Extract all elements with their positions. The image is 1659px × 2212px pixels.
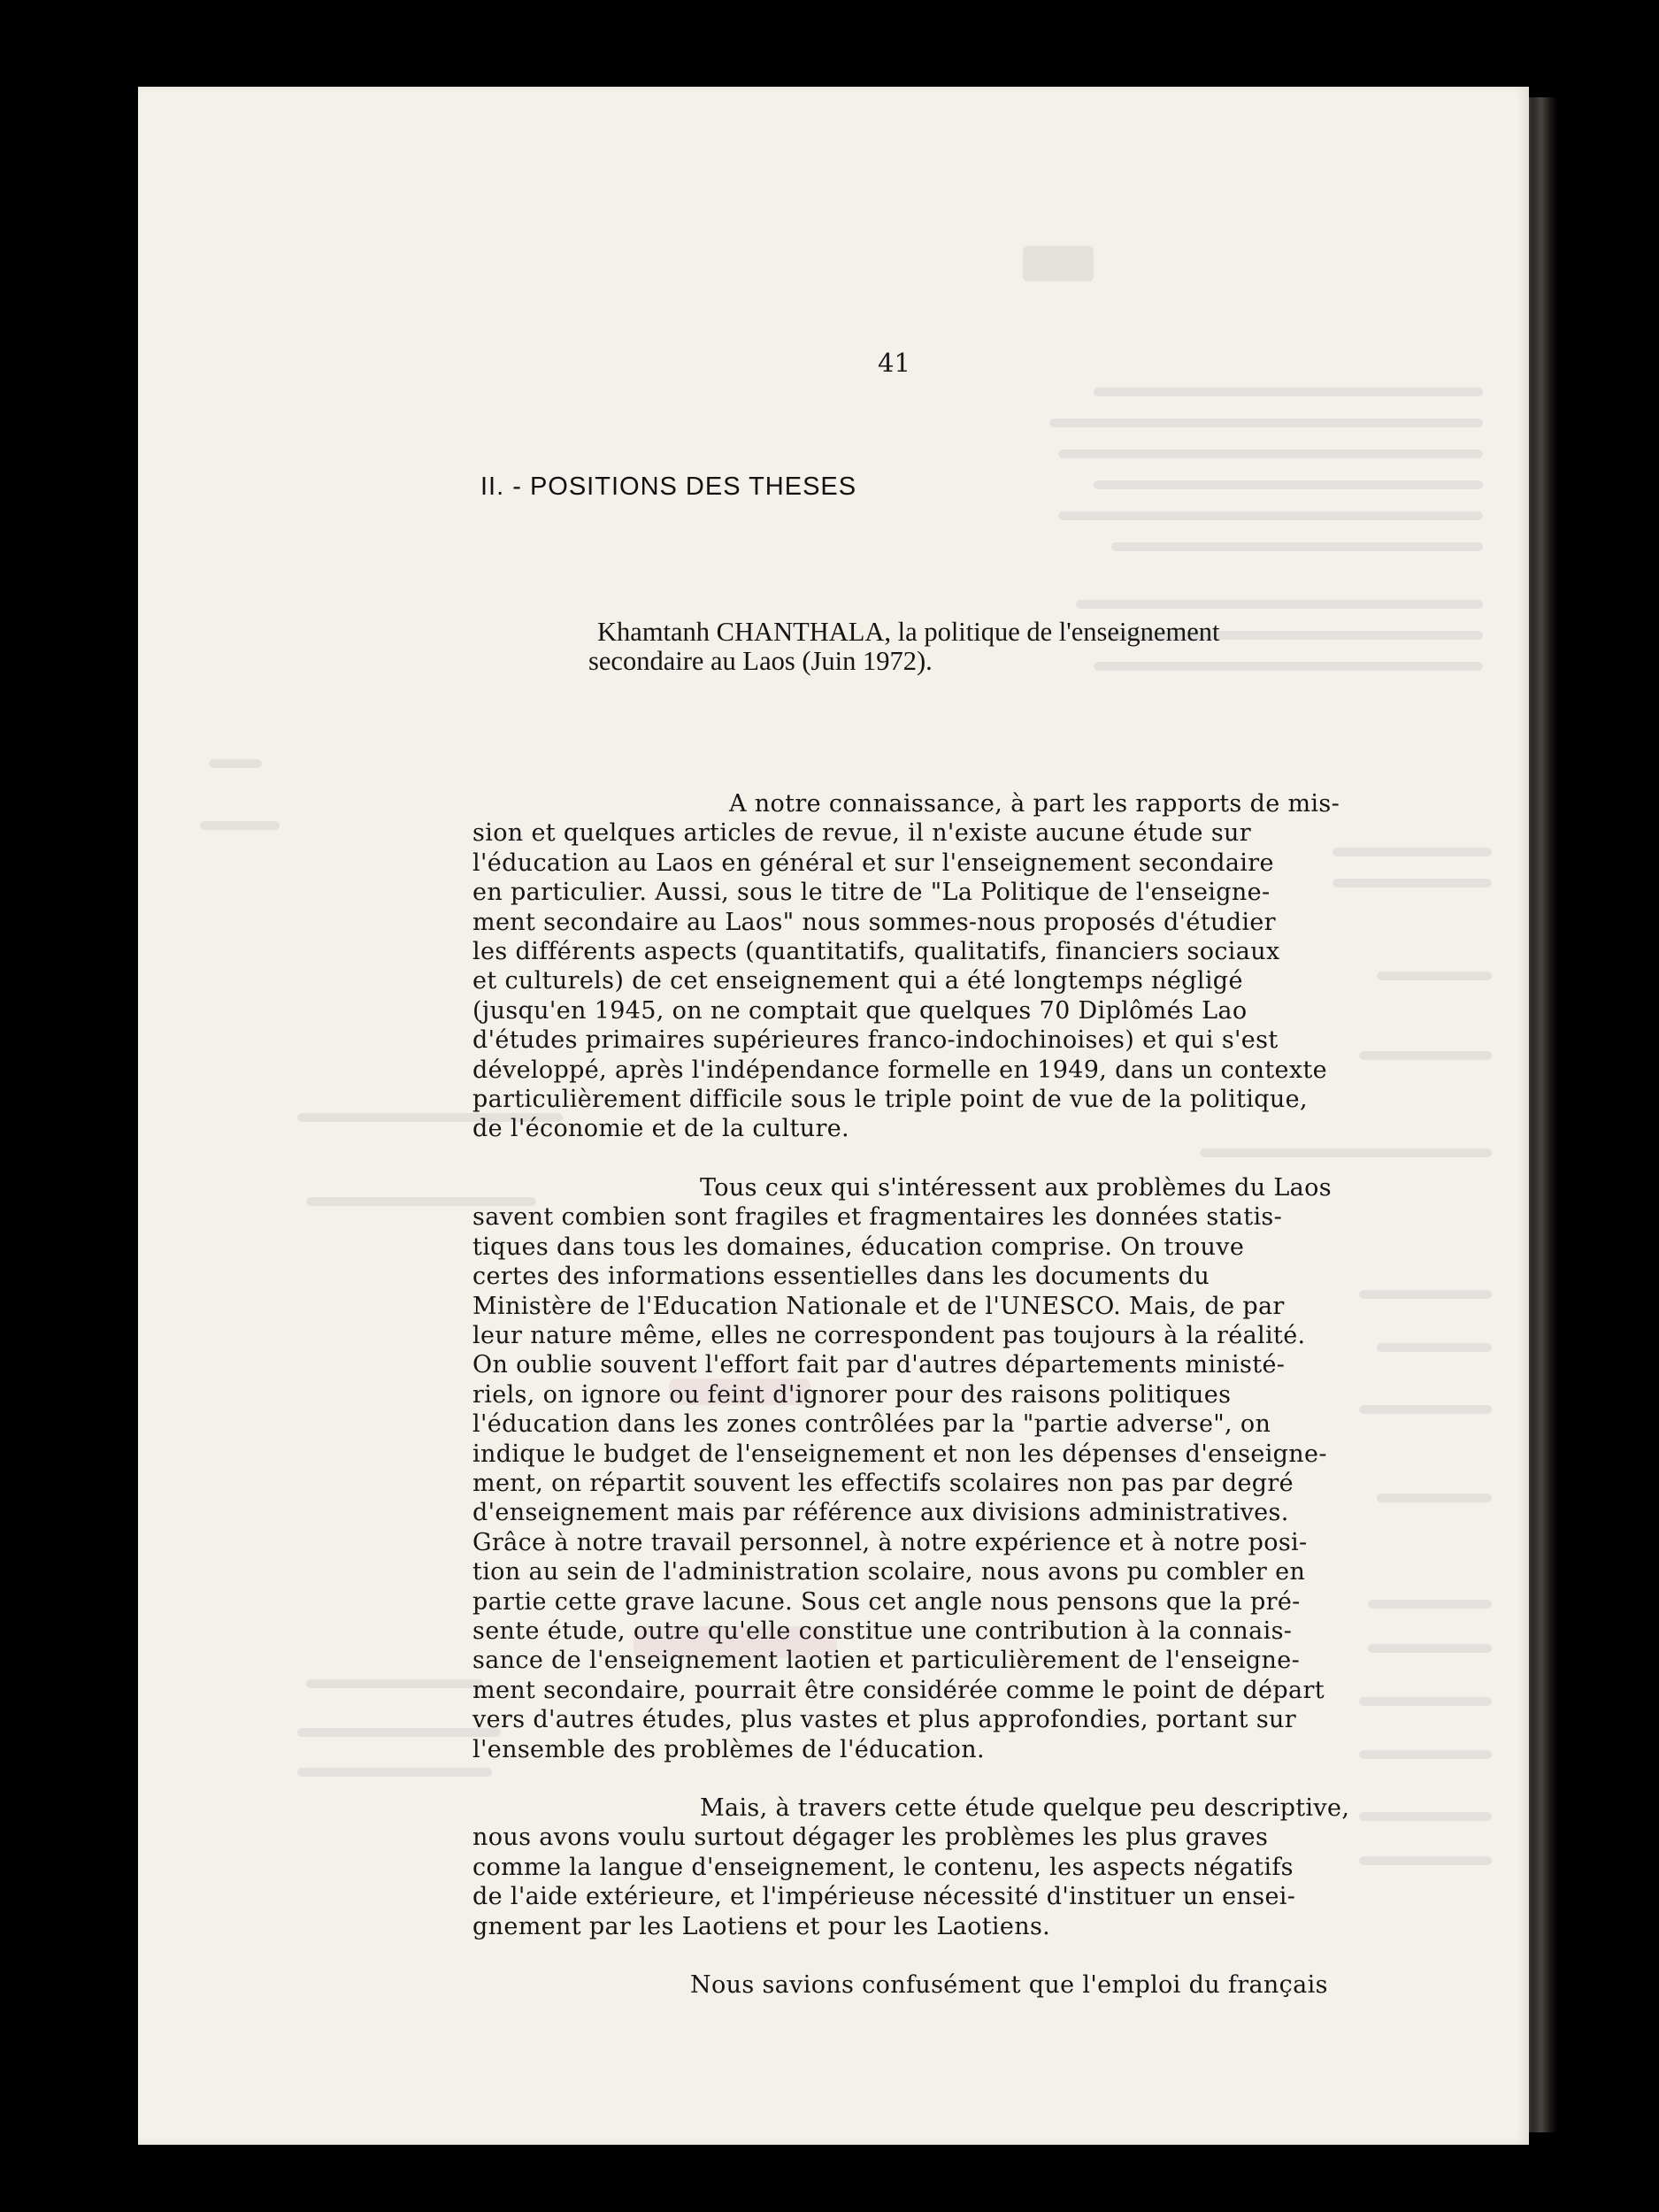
text-line: Nous savions confusément que l'emploi du français xyxy=(690,1971,1328,2000)
text-line: gnement par les Laotiens et pour les Laotiens. xyxy=(472,1912,1051,1940)
text-line: On oublie souvent l'effort fait par d'autres départements ministé- xyxy=(472,1351,1286,1379)
document-page xyxy=(138,87,1529,2145)
text-line: l'éducation au Laos en général et sur l'enseignement secondaire xyxy=(472,849,1274,877)
text-line: ment secondaire au Laos" nous sommes-nous proposés d'étudier xyxy=(472,908,1276,936)
text-line: l'ensemble des problèmes de l'éducation. xyxy=(472,1735,985,1763)
text-line: partie cette grave lacune. Sous cet angle nous pensons que la pré- xyxy=(472,1587,1301,1616)
text-line: tiques dans tous les domaines, éducation comprise. On trouve xyxy=(472,1233,1245,1261)
citation-line: Khamtanh CHANTHALA, la politique de l'enseignement xyxy=(597,617,1220,647)
paragraph-gap xyxy=(472,1764,1499,1793)
text-line: les différents aspects (quantitatifs, qualitatifs, financiers sociaux xyxy=(472,938,1280,966)
text-line: et culturels) de cet enseignement qui a été longtemps négligé xyxy=(472,967,1243,995)
text-line: certes des informations essentielles dans les documents du xyxy=(472,1263,1210,1291)
text-line: sion et quelques articles de revue, il n'existe aucune étude sur xyxy=(472,819,1252,848)
text-line: leur nature même, elles ne correspondent pas toujours à la réalité. xyxy=(472,1321,1306,1349)
citation-line: secondaire au Laos (Juin 1972). xyxy=(588,646,933,676)
text-line: d'enseignement mais par référence aux divisions administratives. xyxy=(472,1499,1289,1527)
text-line: ment, on répartit souvent les effectifs scolaires non pas par degré xyxy=(472,1469,1294,1497)
text-line: Mais, à travers cette étude quelque peu descriptive, xyxy=(700,1794,1350,1822)
page-number: 41 xyxy=(878,348,910,378)
text-line: comme la langue d'enseignement, le contenu, les aspects négatifs xyxy=(472,1853,1294,1881)
paragraph-3 xyxy=(472,1793,1499,1941)
text-line: vers d'autres études, plus vastes et plus approfondies, portant sur xyxy=(472,1706,1297,1734)
text-line: sente étude, outre qu'elle constitue une contribution à la connais- xyxy=(472,1617,1293,1645)
text-line: indique le budget de l'enseignement et non les dépenses d'enseigne- xyxy=(472,1440,1327,1468)
text-line: riels, on ignore ou feint d'ignorer pour des raisons politiques xyxy=(472,1380,1232,1409)
body-text xyxy=(472,789,1499,2000)
text-line: particulièrement difficile sous le triple point de vue de la politique, xyxy=(472,1086,1308,1114)
text-line: en particulier. Aussi, sous le titre de "La Politique de l'enseigne- xyxy=(472,879,1271,907)
paragraph-2 xyxy=(472,1173,1499,1764)
text-line: A notre connaissance, à part les rapports de mis- xyxy=(729,790,1340,818)
text-line: savent combien sont fragiles et fragmentaires les données statis- xyxy=(472,1203,1283,1232)
text-line: tion au sein de l'administration scolaire, nous avons pu combler en xyxy=(472,1558,1306,1586)
paragraph-4 xyxy=(472,1970,1499,2000)
text-line: sance de l'enseignement laotien et particulièrement de l'enseigne- xyxy=(472,1647,1301,1675)
paragraph-1 xyxy=(472,789,1499,1144)
text-line: nous avons voulu surtout dégager les problèmes les plus graves xyxy=(472,1824,1269,1852)
paragraph-gap xyxy=(472,1144,1499,1173)
text-line: de l'économie et de la culture. xyxy=(472,1115,849,1143)
text-line: d'études primaires supérieures franco-indochinoises) et qui s'est xyxy=(472,1026,1279,1055)
text-line: (jusqu'en 1945, on ne comptait que quelques 70 Diplômés Lao xyxy=(472,996,1248,1025)
text-line: Ministère de l'Education Nationale et de l'UNESCO. Mais, de par xyxy=(472,1292,1285,1320)
text-line: de l'aide extérieure, et l'impérieuse nécessité d'instituer un ensei- xyxy=(472,1883,1296,1911)
text-line: Grâce à notre travail personnel, à notre expérience et à notre posi- xyxy=(472,1528,1308,1556)
paragraph-gap xyxy=(472,1941,1499,1970)
thesis-citation xyxy=(476,618,1502,676)
text-line: développé, après l'indépendance formelle en 1949, dans un contexte xyxy=(472,1056,1327,1084)
section-heading: II. - POSITIONS DES THESES xyxy=(480,472,857,501)
text-line: ment secondaire, pourrait être considérée comme le point de départ xyxy=(472,1676,1325,1704)
text-line: l'éducation dans les zones contrôlées par la "partie adverse", on xyxy=(472,1410,1271,1439)
text-line: Tous ceux qui s'intéressent aux problèmes du Laos xyxy=(700,1173,1332,1202)
